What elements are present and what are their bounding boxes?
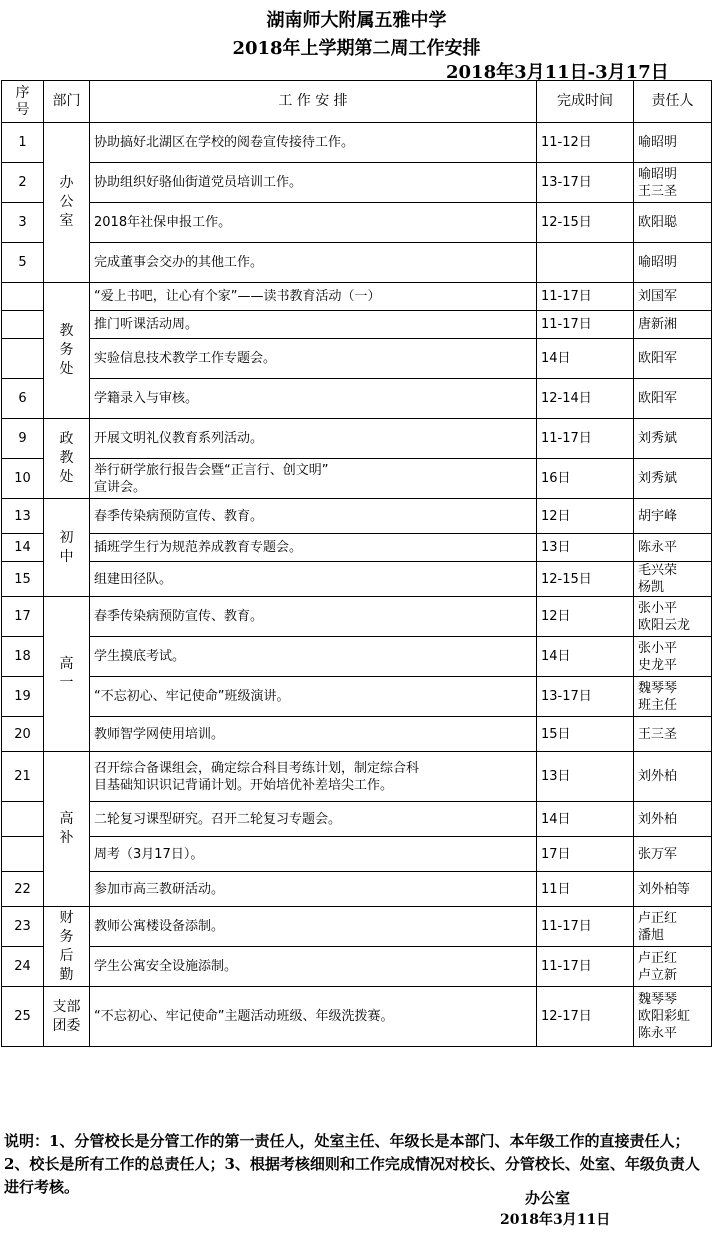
person-cell: 刘外柏等 — [634, 872, 712, 907]
seq-cell: 19 — [2, 677, 44, 717]
work-cell: 协助搞好北湖区在学校的阅卷宣传接待工作。 — [90, 123, 537, 163]
work-cell: 实验信息技术教学工作专题会。 — [90, 339, 537, 379]
dept-cell: 高 补 — [44, 752, 90, 907]
seq-cell: 3 — [2, 203, 44, 243]
school-title: 湖南师大附属五雅中学 — [266, 10, 447, 31]
seq-cell: 5 — [2, 243, 44, 283]
time-cell: 12日 — [537, 499, 634, 534]
time-cell: 11-17日 — [537, 907, 634, 947]
person-cell: 喻昭明 王三圣 — [634, 163, 712, 203]
work-cell: 周考（3月17日）。 — [90, 837, 537, 872]
work-cell: 推门听课活动周。 — [90, 311, 537, 339]
seq-cell: 14 — [2, 534, 44, 562]
person-cell: 刘秀斌 — [634, 459, 712, 499]
header-seq: 序 号 — [2, 81, 44, 123]
work-cell: “不忘初心、牢记使命”主题活动班级、年级洗拨赛。 — [90, 987, 537, 1047]
person-cell: 欧阳聪 — [634, 203, 712, 243]
seq-cell: 24 — [2, 947, 44, 987]
table-row — [2, 562, 712, 597]
table-row — [2, 311, 712, 339]
work-cell: 春季传染病预防宣传、教育。 — [90, 499, 537, 534]
time-cell: 11日 — [537, 872, 634, 907]
table-row — [2, 752, 712, 802]
time-cell: 13-17日 — [537, 677, 634, 717]
time-cell: 13日 — [537, 534, 634, 562]
person-cell: 张小平 史龙平 — [634, 637, 712, 677]
seq-cell — [2, 837, 44, 872]
seq-cell: 6 — [2, 379, 44, 419]
table-row — [2, 379, 712, 419]
person-cell: 唐新湘 — [634, 311, 712, 339]
work-cell: 开展文明礼仪教育系列活动。 — [90, 419, 537, 459]
table-row — [2, 203, 712, 243]
person-cell: 欧阳军 — [634, 339, 712, 379]
time-cell: 11-17日 — [537, 283, 634, 311]
header-person: 责任人 — [634, 81, 712, 123]
work-cell: 2018年社保申报工作。 — [90, 203, 537, 243]
table-row — [2, 339, 712, 379]
table-row — [2, 123, 712, 163]
time-cell: 12-14日 — [537, 379, 634, 419]
person-cell: 王三圣 — [634, 717, 712, 752]
table-row — [2, 907, 712, 947]
time-cell: 14日 — [537, 637, 634, 677]
seq-cell: 2 — [2, 163, 44, 203]
table-row — [2, 163, 712, 203]
seq-cell: 20 — [2, 717, 44, 752]
dept-cell: 高 一 — [44, 597, 90, 752]
time-cell: 14日 — [537, 339, 634, 379]
time-cell: 17日 — [537, 837, 634, 872]
table-row — [2, 499, 712, 534]
seq-cell: 23 — [2, 907, 44, 947]
person-cell: 刘外柏 — [634, 802, 712, 837]
person-cell: 张万军 — [634, 837, 712, 872]
seq-cell: 15 — [2, 562, 44, 597]
table-row — [2, 717, 712, 752]
table-row — [2, 802, 712, 837]
time-cell: 14日 — [537, 802, 634, 837]
dept-cell: 初 中 — [44, 499, 90, 597]
date-range: 2018年3月11日-3月17日 — [446, 62, 669, 83]
dept-cell: 教 务 处 — [44, 283, 90, 419]
header-row — [2, 81, 712, 123]
table-row — [2, 243, 712, 283]
header-time: 完成时间 — [537, 81, 634, 123]
time-cell: 16日 — [537, 459, 634, 499]
work-cell: “不忘初心、牢记使命”班级演讲。 — [90, 677, 537, 717]
person-cell: 胡宇峰 — [634, 499, 712, 534]
seq-cell: 10 — [2, 459, 44, 499]
person-cell: 魏琴琴 班主任 — [634, 677, 712, 717]
seq-cell: 18 — [2, 637, 44, 677]
schedule-table — [1, 80, 712, 1047]
work-cell: 召开综合备课组会，确定综合科目考练计划，制定综合科 目基础知识识记背诵计划。开始培优补差培尖工作。 — [90, 752, 537, 802]
person-cell: 欧阳军 — [634, 379, 712, 419]
work-cell: 参加市高三教研活动。 — [90, 872, 537, 907]
work-cell: 组建田径队。 — [90, 562, 537, 597]
time-cell — [537, 243, 634, 283]
work-cell: 插班学生行为规范养成教育专题会。 — [90, 534, 537, 562]
work-cell: 教师公寓楼设备添制。 — [90, 907, 537, 947]
table-row — [2, 637, 712, 677]
seq-cell: 25 — [2, 987, 44, 1047]
person-cell: 卢正红 潘旭 — [634, 907, 712, 947]
table-row — [2, 534, 712, 562]
time-cell: 13-17日 — [537, 163, 634, 203]
explanation-note: 说明：1、分管校长是分管工作的第一责任人，处室主任、年级长是本部门、本年级工作的直接责任人；2、校长是所有工作的总责任人；3、根据考核细则和工作完成情况对校长、分管校长、处室、年级负责人进行考核。 — [4, 1132, 700, 1196]
work-cell: 举行研学旅行报告会暨“正言行、创文明” 宣讲会。 — [90, 459, 537, 499]
time-cell: 11-17日 — [537, 311, 634, 339]
person-cell: 刘国军 — [634, 283, 712, 311]
work-cell: 春季传染病预防宣传、教育。 — [90, 597, 537, 637]
dept-cell: 支部 团委 — [44, 987, 90, 1047]
seq-cell: 1 — [2, 123, 44, 163]
header-work: 工 作 安 排 — [90, 81, 537, 123]
table-row — [2, 459, 712, 499]
person-cell: 张小平 欧阳云龙 — [634, 597, 712, 637]
time-cell: 11-17日 — [537, 419, 634, 459]
seq-cell — [2, 802, 44, 837]
table-row — [2, 872, 712, 907]
person-cell: 喻昭明 — [634, 243, 712, 283]
work-cell: 学籍录入与审核。 — [90, 379, 537, 419]
time-cell: 13日 — [537, 752, 634, 802]
time-cell: 12-17日 — [537, 987, 634, 1047]
seq-cell: 9 — [2, 419, 44, 459]
work-cell: 学生公寓安全设施添制。 — [90, 947, 537, 987]
person-cell: 刘外柏 — [634, 752, 712, 802]
table-row — [2, 987, 712, 1047]
person-cell: 喻昭明 — [634, 123, 712, 163]
time-cell: 12-15日 — [537, 562, 634, 597]
seq-cell — [2, 339, 44, 379]
time-cell: 11-12日 — [537, 123, 634, 163]
person-cell: 陈永平 — [634, 534, 712, 562]
signature-date: 2018年3月11日 — [500, 1212, 611, 1228]
time-cell: 12-15日 — [537, 203, 634, 243]
work-cell: 协助组织好骆仙街道党员培训工作。 — [90, 163, 537, 203]
table-row — [2, 677, 712, 717]
dept-cell: 财 务 后 勤 — [44, 907, 90, 987]
header-dept: 部门 — [44, 81, 90, 123]
seq-cell: 22 — [2, 872, 44, 907]
work-cell: 学生摸底考试。 — [90, 637, 537, 677]
seq-cell: 21 — [2, 752, 44, 802]
time-cell: 11-17日 — [537, 947, 634, 987]
table-row — [2, 947, 712, 987]
table-row — [2, 283, 712, 311]
dept-cell: 政 教 处 — [44, 419, 90, 499]
signature-org: 办公室 — [525, 1189, 571, 1207]
seq-cell: 17 — [2, 597, 44, 637]
seq-cell — [2, 283, 44, 311]
work-cell: “爱上书吧，让心有个家”——读书教育活动（一） — [90, 283, 537, 311]
work-cell: 完成董事会交办的其他工作。 — [90, 243, 537, 283]
dept-cell: 办 公 室 — [44, 123, 90, 283]
person-cell: 魏琴琴 欧阳彩虹 陈永平 — [634, 987, 712, 1047]
work-cell: 二轮复习课型研究。召开二轮复习专题会。 — [90, 802, 537, 837]
seq-cell: 13 — [2, 499, 44, 534]
table-row — [2, 419, 712, 459]
time-cell: 12日 — [537, 597, 634, 637]
person-cell: 毛兴荣 杨凯 — [634, 562, 712, 597]
seq-cell — [2, 311, 44, 339]
table-row — [2, 597, 712, 637]
schedule-subtitle: 2018年上学期第二周工作安排 — [232, 38, 481, 59]
work-cell: 教师智学网使用培训。 — [90, 717, 537, 752]
time-cell: 15日 — [537, 717, 634, 752]
table-row — [2, 837, 712, 872]
person-cell: 卢正红 卢立新 — [634, 947, 712, 987]
person-cell: 刘秀斌 — [634, 419, 712, 459]
